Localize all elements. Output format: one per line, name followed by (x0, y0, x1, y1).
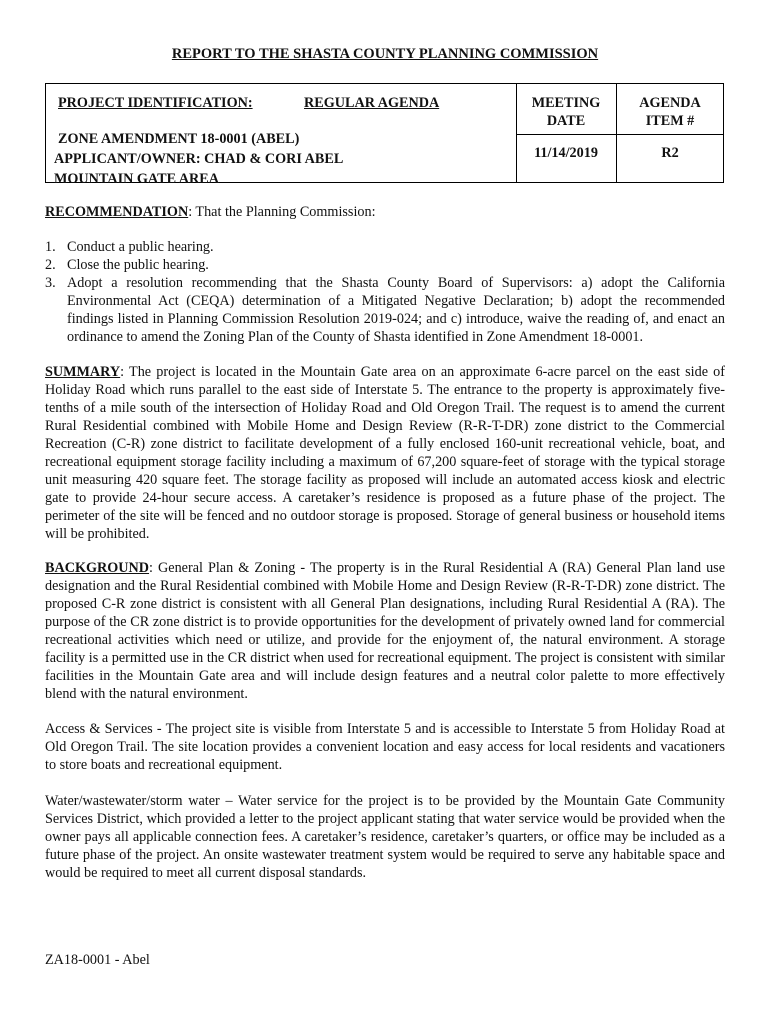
access-services-text: Access & Services - The project site is visible from Interstate 5 and is accessible to Interstate 5 from Holiday Road at Old Oregon Trail. The site location provides a convenient location and easy access for local residents and vacationers to store boats and recreational equipment. (45, 721, 725, 773)
water-section (45, 792, 725, 882)
report-title: REPORT TO THE SHASTA COUNTY PLANNING COMMISSION (171, 46, 599, 62)
meeting-date-header (516, 94, 616, 130)
meeting-date-header-line2: DATE (546, 113, 586, 129)
project-identification-box (45, 83, 724, 187)
list-item-number: 3. (45, 275, 56, 291)
project-area: MOUNTAIN GATE AREA (54, 171, 220, 187)
zone-amendment: ZONE AMENDMENT 18-0001 (ABEL) (58, 131, 300, 147)
list-item (45, 256, 725, 274)
background-section (45, 559, 725, 703)
summary-section (45, 363, 725, 543)
agenda-item-header (616, 94, 724, 130)
list-item (45, 274, 725, 346)
page-footer: ZA18-0001 - Abel (45, 952, 150, 968)
water-text: Water/wastewater/storm water – Water service for the project is to be provided by the Mountain Gate Community Services District, which provided a letter to the project applicant stating that water service would be provided when the owner pays all applicable connection fees. A caretaker’s residence, caretaker’s quarters, or office may be included as a future phase of the project. An onsite wastewater treatment system would be required to serve any habitable space and would be required to meet all current disposal standards. (45, 793, 725, 881)
list-item-text: Close the public hearing. (67, 257, 209, 273)
agenda-item-number: R2 (661, 145, 679, 161)
recommendation-section (45, 203, 725, 346)
applicant-owner: APPLICANT/OWNER: CHAD & CORI ABEL (54, 151, 344, 167)
agenda-item-header-line1: AGENDA (639, 95, 701, 111)
summary-text: : The project is located in the Mountain Gate area on an approximate 6-acre parcel on the east side of Holiday Road which runs parallel to the east side of Interstate 5. The entrance to the property is approximately five-tenths of a mile south of the intersection of Holiday Road and Old Oregon Trail. The request is to amend the current Rural Residential combined with Mobile Home and Design Review (R-R-T-DR) zone district to the Commercial Recreation (C-R) zone district to facilitate development of a fully enclosed 160-unit recreational vehicle, boat, and recreational equipment storage facility including a maximum of 67,200 square-feet of storage with the typical storage unit measuring 420 square feet. The storage facility as proposed will include an automated access kiosk and electric gate to provide 24-hour secure access. A caretaker’s residence is proposed as a future phase of the project. The perimeter of the site will be fenced and no outdoor storage is proposed. Storage of general business or household items will be prohibited. (45, 364, 725, 542)
background-text: : General Plan & Zoning - The property is in the Rural Residential A (RA) General Plan land use designation and the Rural Residential combined with Mobile Home and Design Review (R-R-T-DR) zone district. The proposed C-R zone district is consistent with all General Plan designations, including Rural Residential A (RA). The purpose of the CR zone district is to provide opportunities for the development of privately owned land for commercial recreational activities which need or utilize, and provide for the enjoyment of, the natural environment. A storage facility is a permitted use in the CR district when used for recreational equipment. The project is consistent with similar facilities in the Mountain Gate area and will include design features and a neutral color palette to more effectively blend with the natural environment. (45, 560, 725, 702)
agenda-item-header-line2: ITEM # (645, 113, 695, 129)
list-item-text: Adopt a resolution recommending that the Shasta County Board of Supervisors: a) adopt the California Environmental Act (CEQA) determination of a Mitigated Negative Declaration; b) adopt the recommended findings listed in Planning Commission Resolution 2019-024; and c) introduce, waive the reading of, and enact an ordinance to amend the Zoning Plan of the County of Shasta identified in Zone Amendment 18-0001. (67, 275, 725, 345)
recommendation-list (45, 238, 725, 346)
list-item (45, 238, 725, 256)
project-details (54, 129, 344, 189)
background-heading: BACKGROUND (45, 560, 150, 576)
recommendation-heading: RECOMMENDATION (45, 204, 189, 220)
meeting-date: 11/14/2019 (534, 145, 598, 161)
list-item-number: 2. (45, 257, 56, 273)
list-item-text: Conduct a public hearing. (67, 239, 214, 255)
summary-heading: SUMMARY (45, 364, 121, 380)
header-row-divider (516, 134, 724, 135)
project-identification-label: PROJECT IDENTIFICATION: (58, 95, 253, 111)
agenda-type: REGULAR AGENDA (304, 95, 440, 111)
meeting-date-header-line1: MEETING (531, 95, 601, 111)
recommendation-intro: : That the Planning Commission: (188, 204, 376, 220)
list-item-number: 1. (45, 239, 56, 255)
access-services-section (45, 720, 725, 774)
